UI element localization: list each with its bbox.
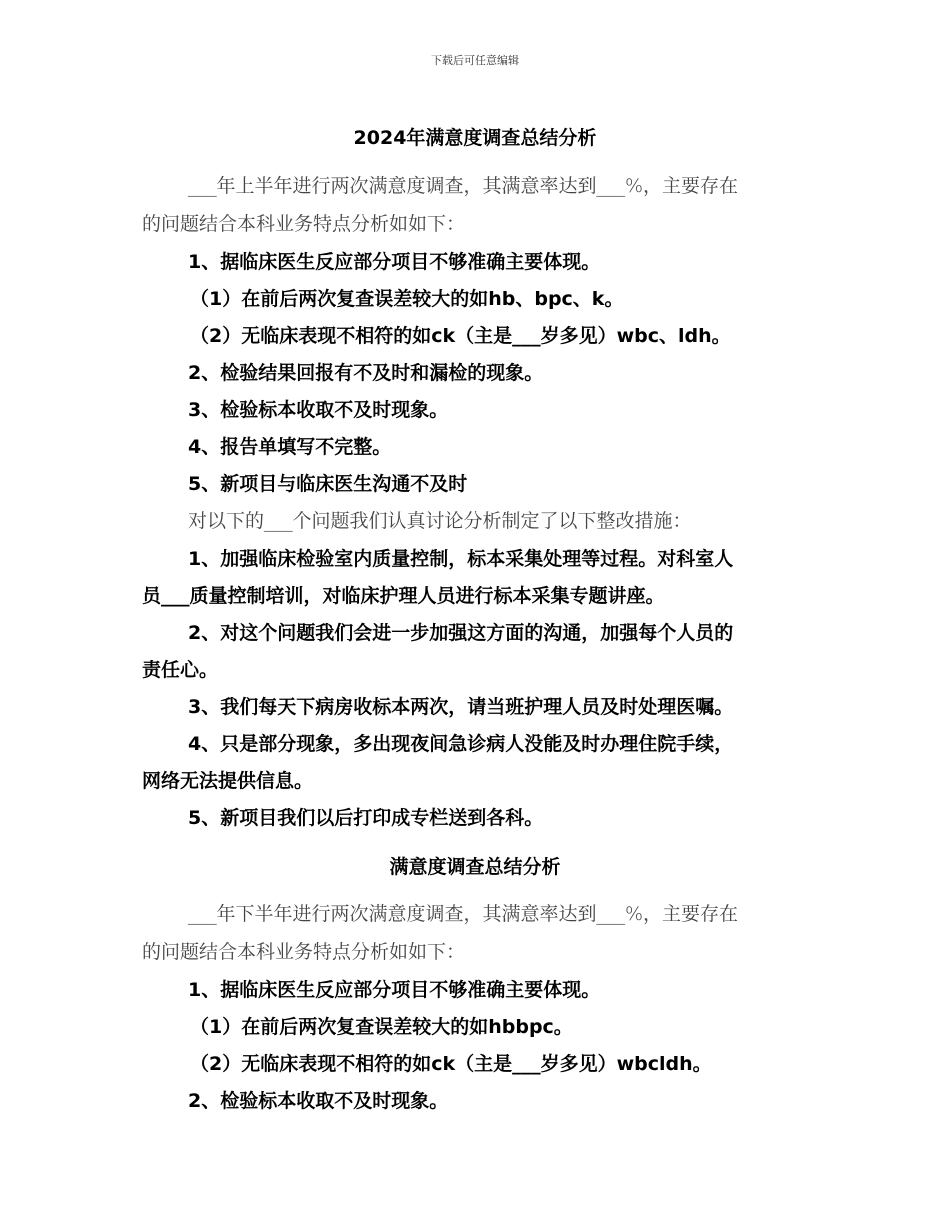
section1-problem-1a: （1）在前后两次复查误差较大的如hb、bpc、k。	[190, 288, 624, 310]
section2-problem-1a: （1）在前后两次复查误差较大的如hbbpc。	[190, 1016, 573, 1038]
section1-measure-5: 5、新项目我们以后打印成专栏送到各科。	[188, 807, 544, 829]
section1-problem-4: 4、报告单填写不完整。	[188, 436, 392, 458]
section2-intro-line1: ___年下半年进行两次满意度调查，其满意率达到___%，主要存在	[188, 903, 739, 925]
section1-title: 2024年满意度调查总结分析	[353, 127, 597, 149]
section1-problem-1: 1、据临床医生反应部分项目不够准确主要体现。	[188, 251, 601, 273]
section1-problem-2: 2、检验结果回报有不及时和漏检的现象。	[188, 362, 544, 384]
section1-problem-1b: （2）无临床表现不相符的如ck（主是___岁多见）wbc、ldh。	[190, 325, 731, 347]
section1-intro-line2: 的问题结合本科业务特点分析如如下：	[142, 213, 466, 235]
section1-measure-1-line2: 员___质量控制培训，对临床护理人员进行标本采集专题讲座。	[142, 585, 665, 607]
section2-title: 满意度调查总结分析	[389, 856, 561, 878]
section2-problem-1b: （2）无临床表现不相符的如ck（主是___岁多见）wbcldh。	[190, 1053, 712, 1075]
section2-intro-line2: 的问题结合本科业务特点分析如如下：	[142, 941, 466, 963]
page-header: 下载后可任意编辑	[431, 54, 519, 67]
section1-measure-4-line1: 4、只是部分现象，多出现夜间急诊病人没能及时办理住院手续，	[188, 733, 734, 755]
section2-problem-1: 1、据临床医生反应部分项目不够准确主要体现。	[188, 979, 601, 1001]
section1-measure-4-line2: 网络无法提供信息。	[142, 770, 314, 792]
section1-measure-1-line1: 1、加强临床检验室内质量控制，标本采集处理等过程。对科室人	[188, 548, 734, 570]
section1-intro-line1: ___年上半年进行两次满意度调查，其满意率达到___%，主要存在	[188, 175, 739, 197]
section2-problem-2: 2、检验标本收取不及时现象。	[188, 1090, 449, 1112]
section1-problem-3: 3、检验标本收取不及时现象。	[188, 399, 449, 421]
section1-measure-3: 3、我们每天下病房收标本两次，请当班护理人员及时处理医嘱。	[188, 696, 734, 718]
section1-measure-2-line2: 责任心。	[142, 659, 219, 681]
section1-problem-5: 5、新项目与临床医生沟通不及时	[188, 473, 468, 495]
section1-measures-intro: 对以下的___个问题我们认真讨论分析制定了以下整改措施：	[188, 510, 692, 532]
section1-measure-2-line1: 2、对这个问题我们会进一步加强这方面的沟通，加强每个人员的	[188, 622, 734, 644]
